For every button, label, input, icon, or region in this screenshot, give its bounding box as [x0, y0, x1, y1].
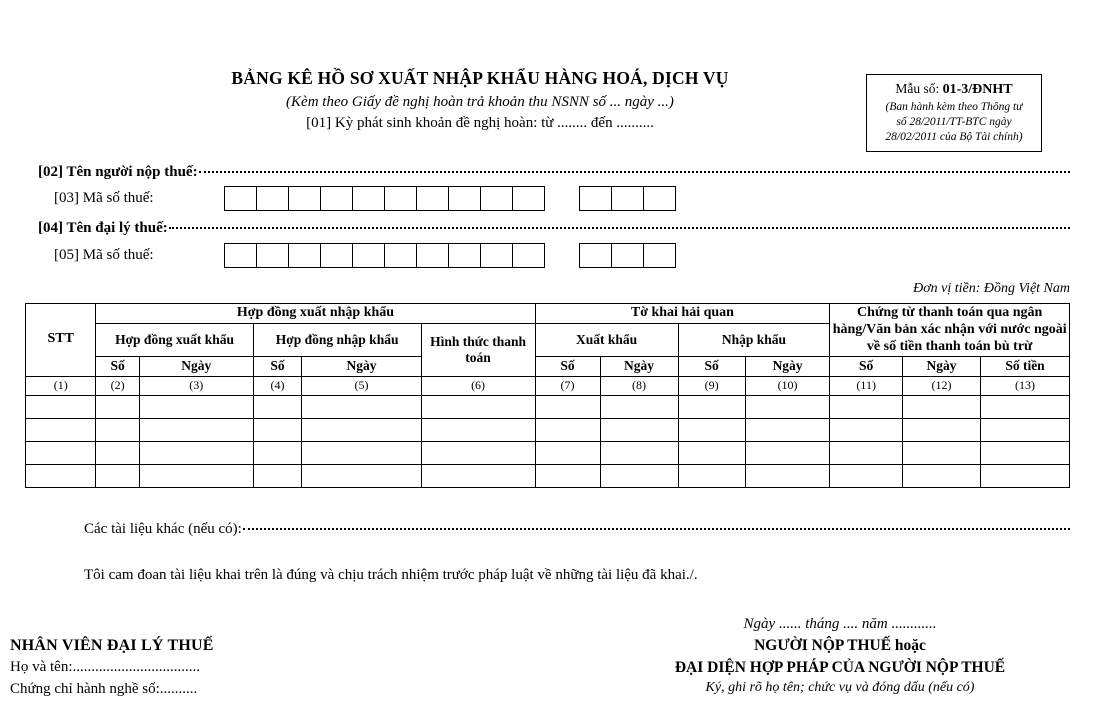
document-subtitle: (Kèm theo Giấy đề nghị hoàn trả khoản thu NSNN số ... ngày ...): [286, 93, 674, 110]
table-cell[interactable]: [421, 418, 535, 441]
taxpayer-code-row: [38, 186, 676, 211]
table-cell[interactable]: [981, 464, 1070, 487]
table-row[interactable]: [26, 441, 1070, 464]
table-cell[interactable]: [96, 441, 139, 464]
col-header-leaf: Số: [96, 357, 139, 376]
column-number: (11): [830, 376, 903, 395]
tax-agent-code-label: [05] Mã số thuế:: [54, 247, 154, 263]
column-number: (1): [26, 376, 96, 395]
table-cell[interactable]: [830, 418, 903, 441]
tax-code-cell[interactable]: [224, 186, 257, 211]
table-cell[interactable]: [421, 464, 535, 487]
taxpayer-name-row: [38, 164, 1070, 181]
table-cell[interactable]: [26, 464, 96, 487]
table-cell[interactable]: [902, 395, 980, 418]
form-code-note-line-2: số 28/2011/TT-BTC ngày: [896, 116, 1012, 129]
taxpayer-signature-title-line1: NGƯỜI NỘP THUẾ hoặc: [754, 637, 926, 654]
currency-unit-note: Đơn vị tiền: Đồng Việt Nam: [913, 281, 1070, 296]
table-cell[interactable]: [535, 441, 600, 464]
agent-tax-code-suffix-cell[interactable]: [611, 243, 644, 268]
agent-tax-code-cell[interactable]: [384, 243, 417, 268]
col-header-leaf: Ngày: [745, 357, 830, 376]
agent-tax-code-cell[interactable]: [448, 243, 481, 268]
table-cell[interactable]: [678, 395, 745, 418]
agent-code-primary-group[interactable]: [224, 243, 545, 268]
tax-code-suffix-cell[interactable]: [579, 186, 612, 211]
other-documents-label: Các tài liệu khác (nếu có):: [84, 521, 242, 537]
tax-code-cell[interactable]: [448, 186, 481, 211]
taxpayer-code-suffix-group[interactable]: [579, 186, 676, 211]
table-row[interactable]: [26, 464, 1070, 487]
table-cell[interactable]: [535, 395, 600, 418]
table-row[interactable]: [26, 418, 1070, 441]
table-cell[interactable]: [253, 464, 302, 487]
tax-code-cell[interactable]: [384, 186, 417, 211]
table-cell[interactable]: [302, 464, 421, 487]
taxpayer-name-label: [02] Tên người nộp thuế:: [38, 164, 198, 180]
taxpayer-code-label: [03] Mã số thuế:: [54, 190, 154, 206]
table-cell[interactable]: [600, 441, 678, 464]
tax-agent-name-input[interactable]: [169, 227, 1070, 229]
column-number: (9): [678, 376, 745, 395]
col-header-leaf: Số: [830, 357, 903, 376]
col-header-group-contract: Hợp đồng xuất nhập khẩu: [96, 304, 535, 324]
agent-code-suffix-group[interactable]: [579, 243, 676, 268]
table-cell[interactable]: [96, 464, 139, 487]
col-header-leaf: Số: [678, 357, 745, 376]
col-header-export-contract: Hợp đồng xuất khẩu: [96, 323, 253, 357]
agent-tax-code-cell[interactable]: [416, 243, 449, 268]
form-code-value: 01-3/ĐNHT: [942, 82, 1013, 97]
table-header-row-leaf: [26, 357, 1070, 376]
table-cell[interactable]: [600, 464, 678, 487]
table-cell[interactable]: [253, 395, 302, 418]
table-header-row-groups: [26, 304, 1070, 324]
col-header-leaf: Số tiền: [981, 357, 1070, 376]
col-header-group-payment: Chứng từ thanh toán qua ngân hàng/Văn bản xác nhận với nước ngoài về số tiền thanh toán bù trừ: [830, 304, 1070, 357]
table-cell[interactable]: [139, 464, 253, 487]
table-cell[interactable]: [302, 395, 421, 418]
taxpayer-signature-block: [600, 614, 1080, 698]
col-header-leaf: Số: [535, 357, 600, 376]
table-row[interactable]: [26, 395, 1070, 418]
table-cell[interactable]: [745, 395, 830, 418]
table-cell[interactable]: [981, 441, 1070, 464]
agent-tax-code-suffix-cell[interactable]: [643, 243, 676, 268]
table-cell[interactable]: [302, 418, 421, 441]
table-cell[interactable]: [902, 441, 980, 464]
agent-tax-code-cell[interactable]: [224, 243, 257, 268]
tax-agent-code-row: [38, 243, 676, 268]
document-header: [0, 0, 1098, 160]
table-cell[interactable]: [678, 464, 745, 487]
table-cell[interactable]: [600, 418, 678, 441]
col-header-payment-method: Hình thức thanh toán: [421, 323, 535, 376]
table-cell[interactable]: [139, 395, 253, 418]
table-cell[interactable]: [745, 464, 830, 487]
table-cell[interactable]: [26, 418, 96, 441]
table-cell[interactable]: [253, 418, 302, 441]
col-header-customs-import: Nhập khẩu: [678, 323, 830, 357]
agent-tax-code-cell[interactable]: [480, 243, 513, 268]
tax-code-cell[interactable]: [288, 186, 321, 211]
table-cell[interactable]: [678, 441, 745, 464]
table-cell[interactable]: [678, 418, 745, 441]
tax-agent-name-field[interactable]: Họ và tên:..................................: [10, 659, 200, 676]
table-cell[interactable]: [902, 464, 980, 487]
table-cell[interactable]: [981, 418, 1070, 441]
column-number: (10): [745, 376, 830, 395]
table-cell[interactable]: [253, 441, 302, 464]
col-header-leaf: Ngày: [600, 357, 678, 376]
title-block: [120, 68, 840, 133]
table-cell[interactable]: [421, 395, 535, 418]
agent-tax-code-cell[interactable]: [256, 243, 289, 268]
form-code-note: [871, 100, 1037, 145]
table-cell[interactable]: [96, 395, 139, 418]
tax-code-cell[interactable]: [416, 186, 449, 211]
column-number: (2): [96, 376, 139, 395]
table-cell[interactable]: [830, 395, 903, 418]
agent-tax-code-cell[interactable]: [320, 243, 353, 268]
table-cell[interactable]: [96, 418, 139, 441]
tax-agent-certificate-field[interactable]: Chứng chỉ hành nghề số:..........: [10, 680, 198, 697]
form-code-note-line-1: (Ban hành kèm theo Thông tư: [885, 101, 1023, 114]
page-title: BẢNG KÊ HỒ SƠ XUẤT NHẬP KHẨU HÀNG HOÁ, DỊCH VỤ: [231, 68, 729, 88]
table-cell[interactable]: [902, 418, 980, 441]
table-cell[interactable]: [26, 441, 96, 464]
col-header-leaf: Ngày: [902, 357, 980, 376]
taxpayer-code-primary-group[interactable]: [224, 186, 545, 211]
table-column-number-row: [26, 376, 1070, 395]
form-code-line: [871, 80, 1037, 99]
tax-code-cell[interactable]: [512, 186, 545, 211]
declaration-table: [25, 303, 1070, 488]
tax-agent-name-row: [38, 220, 1070, 237]
agent-tax-code-cell[interactable]: [352, 243, 385, 268]
tax-code-cell[interactable]: [256, 186, 289, 211]
table-cell[interactable]: [139, 441, 253, 464]
taxpayer-signature-title-line2: ĐẠI DIỆN HỢP PHÁP CỦA NGƯỜI NỘP THUẾ: [674, 658, 1006, 676]
table-cell[interactable]: [535, 418, 600, 441]
table-cell[interactable]: [139, 418, 253, 441]
table-cell[interactable]: [302, 441, 421, 464]
column-number: (5): [302, 376, 421, 395]
form-code-box: [866, 74, 1042, 152]
signature-date-line[interactable]: Ngày ...... tháng .... năm ............: [743, 616, 937, 632]
col-header-leaf: Ngày: [139, 357, 253, 376]
table-cell[interactable]: [830, 441, 903, 464]
col-header-leaf: Số: [253, 357, 302, 376]
table-cell[interactable]: [745, 418, 830, 441]
tax-code-cell[interactable]: [352, 186, 385, 211]
taxpayer-name-input[interactable]: [199, 171, 1070, 173]
agent-tax-code-cell[interactable]: [512, 243, 545, 268]
col-header-import-contract: Hợp đồng nhập khẩu: [253, 323, 421, 357]
column-number: (7): [535, 376, 600, 395]
declaration-statement: Tôi cam đoan tài liệu khai trên là đúng và chịu trách nhiệm trước pháp luật về những tài liệu đã khai./.: [84, 567, 698, 583]
other-documents-input[interactable]: [243, 528, 1070, 530]
table-cell[interactable]: [26, 395, 96, 418]
taxpayer-signature-note: Ký, ghi rõ họ tên; chức vụ và đóng dấu (nếu có): [705, 680, 975, 696]
column-number: (6): [421, 376, 535, 395]
form-code-note-line-3: 28/02/2011 của Bộ Tài chính): [885, 131, 1023, 144]
column-number: (8): [600, 376, 678, 395]
table-cell[interactable]: [600, 395, 678, 418]
col-header-leaf: Ngày: [302, 357, 421, 376]
column-number: (13): [981, 376, 1070, 395]
table-cell[interactable]: [981, 395, 1070, 418]
table-cell[interactable]: [421, 441, 535, 464]
tax-agent-signature-title: NHÂN VIÊN ĐẠI LÝ THUẾ: [10, 637, 214, 654]
tax-code-suffix-cell[interactable]: [611, 186, 644, 211]
period-line: [01] Kỳ phát sinh khoản đề nghị hoàn: từ ........ đến ..........: [306, 115, 654, 132]
form-code-prefix: Mẫu số:: [895, 81, 940, 96]
agent-tax-code-suffix-cell[interactable]: [579, 243, 612, 268]
column-number: (4): [253, 376, 302, 395]
tax-code-cell[interactable]: [480, 186, 513, 211]
table-cell[interactable]: [745, 441, 830, 464]
column-number: (3): [139, 376, 253, 395]
column-number: (12): [902, 376, 980, 395]
agent-tax-code-cell[interactable]: [288, 243, 321, 268]
tax-agent-name-label: [04] Tên đại lý thuế:: [38, 220, 168, 236]
col-header-group-customs: Tờ khai hải quan: [535, 304, 830, 324]
table-cell[interactable]: [830, 464, 903, 487]
tax-code-suffix-cell[interactable]: [643, 186, 676, 211]
tax-code-cell[interactable]: [320, 186, 353, 211]
other-documents-row: [84, 521, 1070, 538]
col-header-stt: STT: [26, 304, 96, 377]
tax-agent-signature-block: [10, 634, 214, 701]
table-cell[interactable]: [535, 464, 600, 487]
col-header-customs-export: Xuất khẩu: [535, 323, 678, 357]
